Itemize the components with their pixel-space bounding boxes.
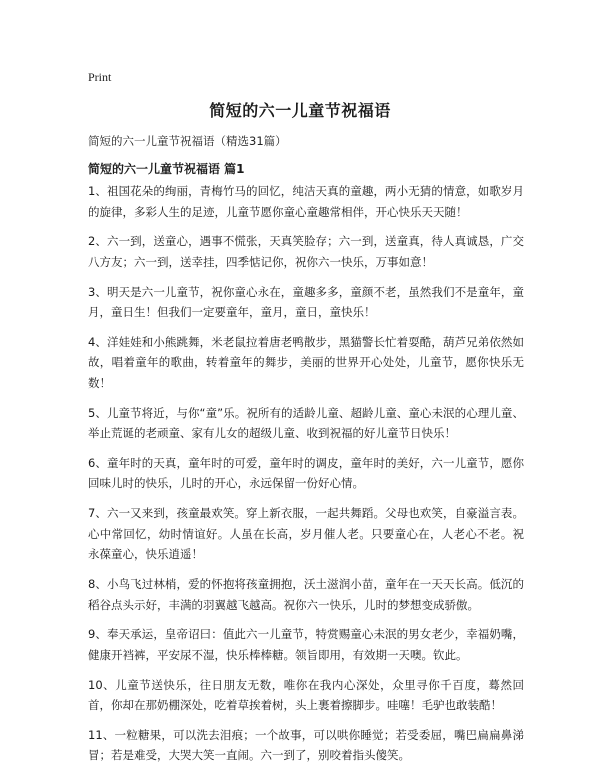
paragraph-11: 11、一粒糖果，可以洗去泪痕；一个故事，可以哄你睡觉；若受委屈，嘴巴扁扁鼻涕冒；若是难受，大哭大笑一直闹。六一到了，别咬着指头傻笑。 xyxy=(88,727,524,763)
document-subtitle: 简短的六一儿童节祝福语（精选31篇） xyxy=(88,134,287,148)
page-title: 简短的六一儿童节祝福语 xyxy=(209,101,391,120)
paragraph-8: 8、小鸟飞过林梢，爱的怀抱将孩童拥抱，沃土滋润小苗，童年在一天天长高。低沉的稻谷点头示好，丰满的羽翼越飞越高。祝你六一快乐，儿时的梦想变成骄傲。 xyxy=(88,577,524,612)
paragraph-10: 10、儿童节送快乐，往日朋友无数，唯你在我内心深处，众里寻你千百度，蓦然回首，你却在那奶棚深处，吃着草挨着树，头上裹着擦脚步。哇噻！毛驴也敢装酷！ xyxy=(88,677,524,713)
paragraph-5: 5、儿童节将近，与你“童”乐。祝所有的适龄儿童、超龄儿童、童心未泯的心理儿童、举止荒诞的老顽童、家有儿女的超级儿童、收到祝福的好儿童节日快乐！ xyxy=(88,405,524,441)
article-body xyxy=(88,181,524,775)
paragraph-1: 1、祖国花朵的绚丽，青梅竹马的回忆，纯洁天真的童趣，两小无猜的情意，如歌岁月的旋律，多彩人生的足迹，儿童节愿你童心童趣常相伴，开心快乐天天随！ xyxy=(88,184,524,219)
paragraph-2: 2、六一到，送童心，遇事不慌张，天真笑脸存；六一到，送童真，待人真诚恳，广交八方友；六一到，送幸挂，四季惦记你，祝你六一快乐，万事如意！ xyxy=(88,234,524,269)
print-label[interactable]: Print xyxy=(88,70,112,84)
paragraph-3: 3、明天是六一儿童节，祝你童心永在，童趣多多，童颜不老，虽然我们不是童年，童月，童日生！但我们一定要童年，童月，童日，童快乐！ xyxy=(88,284,524,320)
section-heading: 简短的六一儿童节祝福语 篇1 xyxy=(88,162,245,176)
paragraph-7: 7、六一又来到，孩童最欢笑。穿上新衣服，一起共舞蹈。父母也欢笑，自豪溢言表。心中常回忆，幼时情谊好。人虽在长高，岁月催人老。只要童心在，人老心不老。祝永葆童心，快乐逍遥！ xyxy=(88,506,524,562)
paragraph-6: 6、童年时的天真，童年时的可爱，童年时的调皮，童年时的美好，六一儿童节，愿你回味儿时的快乐，儿时的开心，永远保留一份好心情。 xyxy=(88,455,524,491)
paragraph-4: 4、洋娃娃和小熊跳舞，米老鼠拉着唐老鸭散步，黑猫警长忙着耍酷，葫芦兄弟依然如故，唱着童年的歌曲，转着童年的舞步，美丽的世界开心处处，儿童节，愿你快乐无数！ xyxy=(88,334,524,390)
paragraph-9: 9、奉天承运，皇帝诏曰：值此六一儿童节，特赏赐童心未泯的男女老少，幸福奶嘴，健康开裆裤，平安尿不湿，快乐棒棒糖。领旨即用，有效期一天噢。钦此。 xyxy=(88,627,524,662)
